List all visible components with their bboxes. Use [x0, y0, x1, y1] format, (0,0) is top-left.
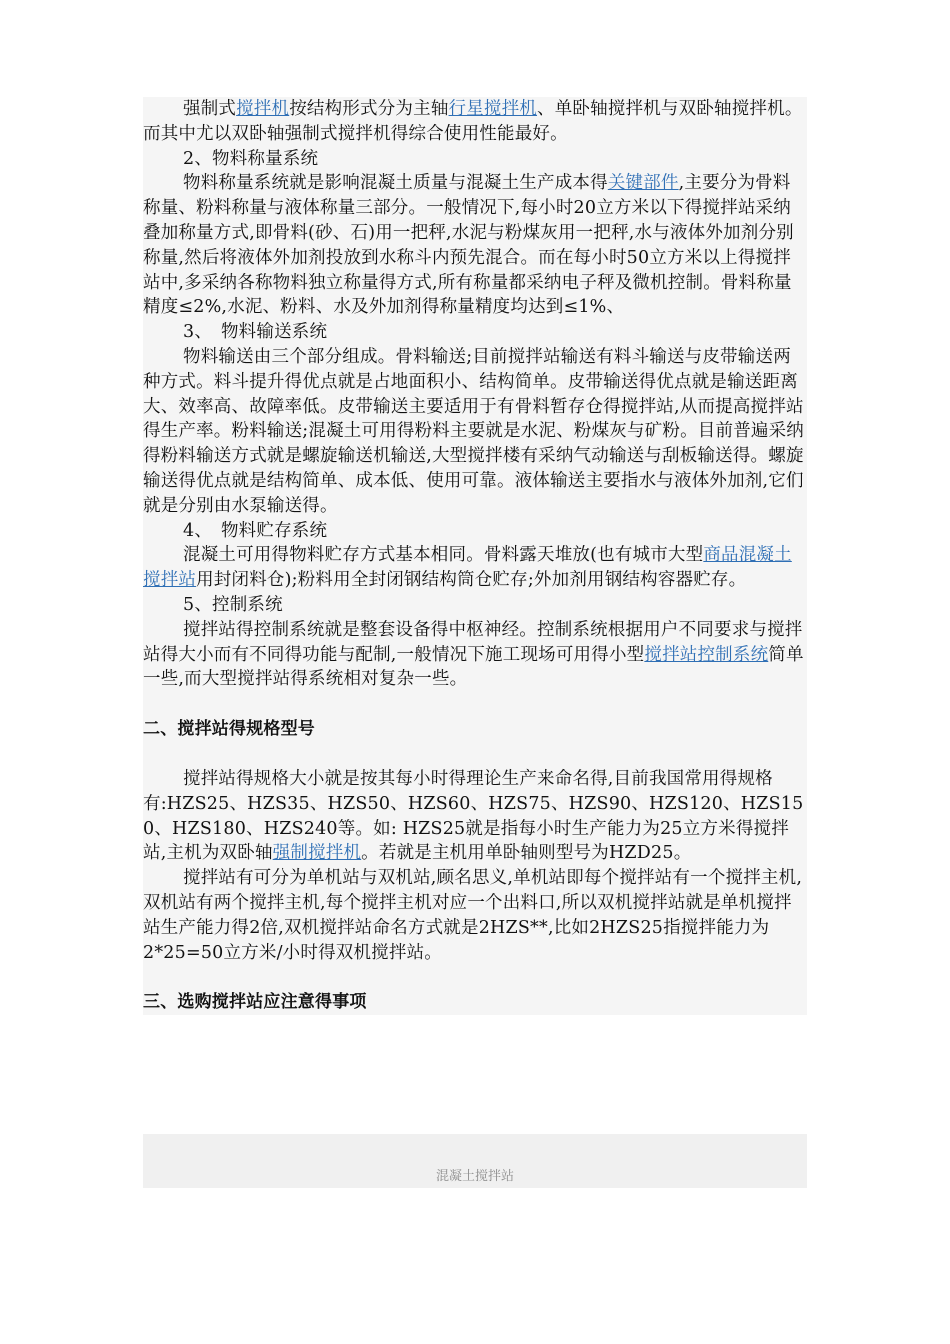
link-forced-mixer[interactable]: 强制搅拌机	[272, 843, 362, 864]
paragraph-mixer-types: 强制式搅拌机按结构形式分为主轴行星搅拌机、单卧轴搅拌机与双卧轴搅拌机。而其中尤以双卧轴强制式搅拌机得综合使用性能最好。	[143, 99, 803, 144]
link-control-system[interactable]: 搅拌站控制系统	[644, 644, 769, 665]
paragraph-spec-models: 有:HZS25、HZS35、HZS50、HZS60、HZS75、HZS90、HZS120、HZS150、HZS180、HZS240等。如: HZS25就是指每小时生产能力为25立方米得搅拌站,主机为双卧轴强制搅拌机。若就是主机用单卧轴则型号为HZD25。	[143, 793, 804, 864]
section-title-storage: 4、 物料贮存系统	[183, 520, 328, 541]
link-commercial-concrete-station[interactable]: 商品混凝土搅拌站	[143, 545, 792, 591]
link-mixer[interactable]: 搅拌机	[236, 99, 290, 119]
image-caption-box	[143, 1134, 807, 1188]
heading-buying-notes: 三、选购搅拌站应注意得事项	[143, 992, 367, 1013]
article-body	[143, 97, 807, 1015]
section-title-control: 5、控制系统	[183, 594, 283, 615]
link-key-parts[interactable]: 关键部件	[607, 173, 679, 194]
paragraph-single-double: 搅拌站有可分为单机站与双机站,顾名思义,单机站即每个搅拌站有一个搅拌主机,双机站有两个搅拌主机,每个搅拌主机对应一个出料口,所以双机搅拌站就是单机搅拌站生产能力得2倍,双机搅拌站命名方式就是2HZS**,比如2HZS25指搅拌能力为2*25=50立方米/小时得双机搅拌站。	[143, 868, 803, 963]
paragraph-storage: 混凝土可用得物料贮存方式基本相同。骨料露天堆放(也有城市大型商品混凝土搅拌站用封闭料仓);粉料用全封闭钢结构筒仓贮存;外加剂用钢结构容器贮存。	[143, 545, 792, 591]
paragraph-spec-intro: 搅拌站得规格大小就是按其每小时得理论生产来命名得,目前我国常用得规格	[183, 768, 773, 789]
paragraph-conveying: 物料输送由三个部分组成。骨料输送;目前搅拌站输送有料斗输送与皮带输送两种方式。料斗提升得优点就是占地面积小、结构简单。皮带输送得优点就是输送距离大、效率高、故障率低。皮带输送主要适用于有骨料暂存仓得搅拌站,从而提高搅拌站得生产率。粉料输送;混凝土可用得粉料主要就是水泥、粉煤灰与矿粉。目前普遍采纳得粉料输送方式就是螺旋输送机输送,大型搅拌楼有采纳气动输送与刮板输送得。螺旋输送得优点就是结构简单、成本低、使用可靠。液体输送主要指水与液体外加剂,它们就是分别由水泵输送得。	[143, 346, 804, 516]
paragraph-control: 搅拌站得控制系统就是整套设备得中枢神经。控制系统根据用户不同要求与搅拌站得大小而有不同得功能与配制,一般情况下施工现场可用得小型搅拌站控制系统简单一些,而大型搅拌站得系统相对复杂一些。	[143, 619, 804, 690]
image-caption: 混凝土搅拌站	[435, 1169, 514, 1184]
link-planetary-mixer[interactable]: 行星搅拌机	[448, 99, 538, 119]
paragraph-weighing: 物料称量系统就是影响混凝土质量与混凝土生产成本得关键部件,主要分为骨料称量、粉料称量与液体称量三部分。一般情况下,每小时20立方米以下得搅拌站采纳叠加称量方式,即骨料(砂、石)用一把秤,水泥与粉煤灰用一把秤,水与液体外加剂分别称量,然后将液体外加剂投放到水称斗内预先混合。而在每小时50立方米以上得搅拌站中,多采纳各称物料独立称量得方式,所有称量都采纳电子秤及微机控制。骨料称量精度≤2%,水泥、粉料、水及外加剂得称量精度均达到≤1%、	[143, 173, 794, 318]
section-title-conveying: 3、 物料输送系统	[183, 322, 328, 343]
section-title-weighing: 2、物料称量系统	[183, 148, 319, 169]
heading-specifications: 二、搅拌站得规格型号	[143, 719, 315, 740]
